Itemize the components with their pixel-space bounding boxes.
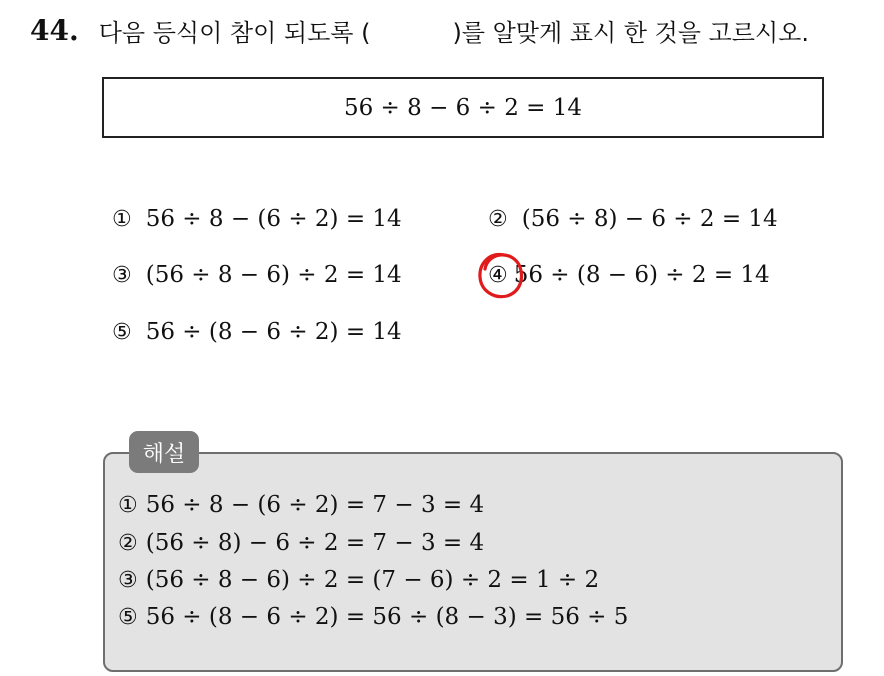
- solution-line-3-expression: (56 ÷ 8 − 6) ÷ 2 = (7 − 6) ÷ 2 = 1 ÷ 2: [145, 567, 600, 593]
- choice-3[interactable]: [112, 258, 402, 292]
- equation-text: 56 ÷ 8 − 6 ÷ 2 = 14: [343, 94, 582, 121]
- choice-3-mark: ③: [112, 262, 132, 288]
- answer-circle-icon: [476, 251, 526, 301]
- solution-line-2: [118, 527, 484, 559]
- choice-2-expression: (56 ÷ 8) − 6 ÷ 2 = 14: [521, 206, 778, 232]
- solution-line-3: [118, 564, 599, 596]
- choice-5[interactable]: [112, 315, 402, 349]
- equation-box: [102, 77, 824, 138]
- solution-line-2-expression: (56 ÷ 8) − 6 ÷ 2 = 7 − 3 = 4: [145, 530, 485, 556]
- choice-4-mark: [488, 263, 508, 288]
- choice-1-expression: 56 ÷ 8 − (6 ÷ 2) = 14: [145, 206, 402, 232]
- choice-5-expression: 56 ÷ (8 − 6 ÷ 2) = 14: [145, 319, 402, 345]
- solution-line-4-mark: ⑤: [118, 604, 138, 630]
- solution-box: [103, 452, 843, 672]
- question-header: [30, 10, 809, 50]
- question-text-before: 다음 등식이 참이 되도록 (: [98, 18, 371, 47]
- choice-4[interactable]: [488, 258, 770, 292]
- choice-5-mark: ⑤: [112, 319, 132, 345]
- choice-1[interactable]: [112, 202, 402, 236]
- solution-label: 해설: [129, 431, 199, 473]
- choice-4-mark-glyph: ④: [488, 262, 508, 288]
- choice-1-mark: ①: [112, 206, 132, 232]
- solution-line-2-mark: ②: [118, 530, 138, 556]
- question-text: [99, 13, 809, 48]
- question-number: 44.: [30, 13, 79, 47]
- solution-line-1: [118, 489, 484, 521]
- choice-2[interactable]: [488, 202, 778, 236]
- solution-line-4-expression: 56 ÷ (8 − 6 ÷ 2) = 56 ÷ (8 − 3) = 56 ÷ 5: [145, 604, 629, 630]
- solution-line-1-expression: 56 ÷ 8 − (6 ÷ 2) = 7 − 3 = 4: [145, 492, 485, 518]
- solution-line-3-mark: ③: [118, 567, 138, 593]
- solution-line-4: [118, 601, 628, 633]
- question-text-after: )를 알맞게 표시 한 것을 고르시오.: [452, 18, 809, 47]
- choice-3-expression: (56 ÷ 8 − 6) ÷ 2 = 14: [145, 262, 402, 288]
- choice-2-mark: ②: [488, 206, 508, 232]
- choice-4-expression: 56 ÷ (8 − 6) ÷ 2 = 14: [513, 262, 770, 288]
- solution-line-1-mark: ①: [118, 492, 138, 518]
